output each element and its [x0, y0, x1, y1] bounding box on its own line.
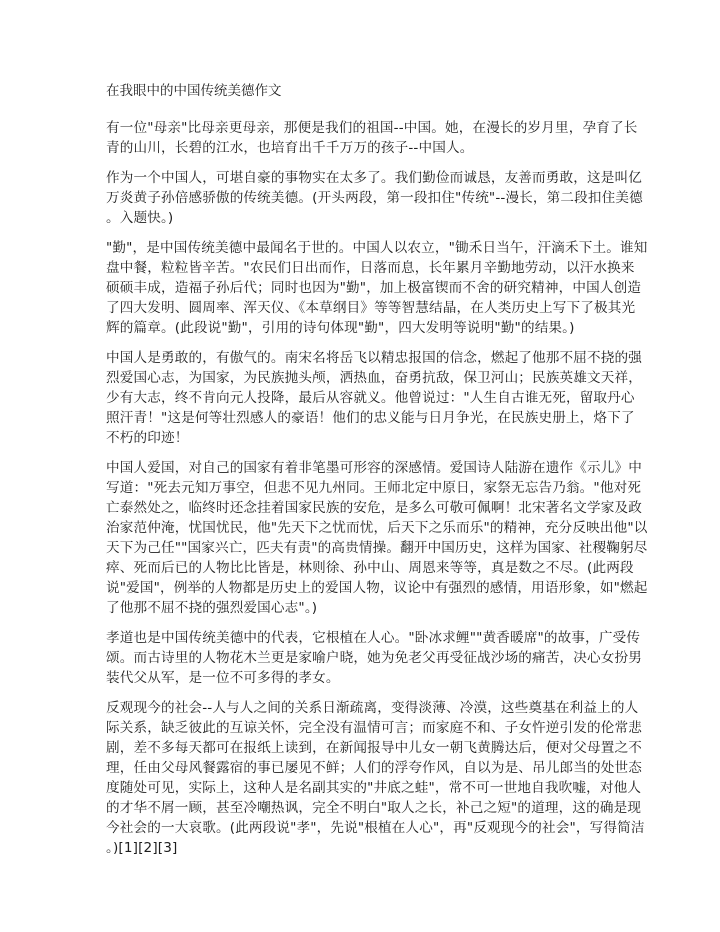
paragraph: [106, 348, 643, 448]
paragraph-line: 际关系，缺乏彼此的互谅关怀，完全没有温情可言；而家庭不和、子女忤逆引发的伦常悲: [106, 720, 643, 736]
paragraph: [106, 628, 643, 688]
paragraph-line: 万炎黄子孙倍感骄傲的传统美德。(开头两段，第一段扣住"传统"--漫长，第二段扣住美德: [106, 190, 643, 206]
paragraph-line: 颂。而古诗里的人物花木兰更是家喻户晓，她为免老父再受征战沙场的痛苦，决心女扮男: [106, 650, 643, 666]
paragraph-line: 中国人是勇敢的，有傲气的。南宋名将岳飞以精忠报国的信念，燃起了他那不屈不挠的强: [106, 350, 643, 366]
paragraph-line: 硕硕丰成，造福子孙后代；同时也因为"勤"，加上极富锲而不舍的研究精神，中国人创造: [106, 280, 642, 296]
paragraph-line: 写道："死去元知万事空，但悲不见九州同。王师北定中原日，家祭无忘告乃翁。"他对死: [106, 480, 642, 496]
paragraph-line: 烈爱国心志，为国家，为民族抛头颅，洒热血，奋勇抗敌，保卫河山；民族英雄文天祥，: [106, 370, 643, 386]
paragraph-line: 装代父从军，是一位不可多得的孝女。: [106, 670, 340, 686]
paragraph-line: "勤"，是中国传统美德中最闻名于世的。中国人以农立，"锄禾日当午，汗滴禾下土。谁知: [106, 240, 648, 256]
paragraph-line: 盘中餐，粒粒皆辛苦。"农民们日出而作，日落而息，长年累月辛勤地劳动，以汗水换来: [106, 260, 635, 276]
document: [106, 81, 648, 868]
paragraph-line: 天下为己任""国家兴亡，匹夫有责"的高贵情操。翻开中国历史，这样为国家、社稷鞠躬尽: [106, 540, 648, 556]
paragraph-line: 。)[1][2][3]: [106, 840, 178, 856]
paragraph-line: 少有大志，终不肯向元人投降，最后从容就义。他曾说过："人生自古谁无死，留取丹心: [106, 390, 635, 406]
paragraph-line: 了他那不屈不挠的强烈爱国心志"。): [106, 600, 318, 616]
paragraph: [106, 118, 638, 158]
paragraph-line: 孝道也是中国传统美德中的代表，它根植在人心。"卧冰求鲤""黄香暖席"的故事，广受传: [106, 630, 641, 646]
paragraph-line: 亡泰然处之，临终时还念挂着国家民族的安危，是多么可敬可佩啊！北宋著名文学家及政: [106, 500, 643, 516]
paragraph: [106, 238, 648, 338]
paragraph-line: 中国人爱国，对自己的国家有着非笔墨可形容的深感情。爱国诗人陆游在遗作《示儿》中: [106, 460, 643, 476]
paragraph-line: 青的山川，长碧的江水，也培育出千千万万的孩子--中国人。: [106, 140, 474, 156]
paragraph-line: 作为一个中国人，可堪自豪的事物实在太多了。我们勤俭而诚恳，友善而勇敢，这是叫亿: [106, 170, 643, 186]
paragraph-line: 照汗青！"这是何等壮烈感人的豪语！他们的忠义能与日月争光，在民族史册上，烙下了: [106, 410, 635, 426]
paragraph-line: 。入题快。): [106, 210, 174, 226]
paragraph-line: 理，任由父母风餐露宿的事已屡见不鲜；人们的浮夸作风，自以为是、吊儿郎当的处世态: [106, 760, 643, 776]
paragraph-line: 不朽的印迹！: [106, 430, 189, 446]
paragraph-line: 今社会的一大哀歌。(此两段说"孝"，先说"根植在人心"，再"反观现今的社会"，写得简洁: [106, 820, 645, 836]
paragraph-line: 剧，差不多每天都可在报纸上读到，在新闻报导中儿女一朝飞黄腾达后，便对父母置之不: [106, 740, 643, 756]
paragraph-line: 瘁、死而后已的人物比比皆是，林则徐、孙中山、周恩来等等，真是数之不尽。(此两段: [106, 560, 634, 576]
paragraph-line: 辉的篇章。(此段说"勤"，引用的诗句体现"勤"，四大发明等说明"勤"的结果。): [106, 320, 575, 336]
paragraph-line: 反观现今的社会--人与人之间的关系日渐疏离，变得淡薄、冷漠，这些奠基在利益上的人: [106, 700, 639, 716]
paragraph-line: 说"爱国"，例举的人物都是历史上的爱国人物，议论中有强烈的感情，用语形象，如"燃起: [106, 580, 648, 596]
paragraph: [106, 458, 648, 618]
document-title: 在我眼中的中国传统美德作文: [106, 83, 282, 99]
paragraph-line: 度随处可见，实际上，这种人是名副其实的"井底之蛙"，常不可一世地自我吹嘘，对他人: [106, 780, 642, 796]
paragraph-line: 了四大发明、圆周率、浑天仪、《本草纲目》等等智慧结晶，在人类历史上写下了极其光: [106, 300, 636, 316]
paragraph-line: 的才华不屑一顾，甚至冷嘲热讽，完全不明白"取人之长，补己之短"的道理，这的确是现: [106, 800, 642, 816]
document-body: [106, 118, 648, 858]
paragraph-line: 治家范仲淹，忧国忧民，他"先天下之忧而忧，后天下之乐而乐"的精神，充分反映出他"以: [106, 520, 648, 536]
paragraph: [106, 698, 645, 858]
paragraph-line: 有一位"母亲"比母亲更母亲，那便是我们的祖国--中国。她，在漫长的岁月里，孕育了长: [106, 120, 638, 136]
paragraph: [106, 168, 643, 228]
